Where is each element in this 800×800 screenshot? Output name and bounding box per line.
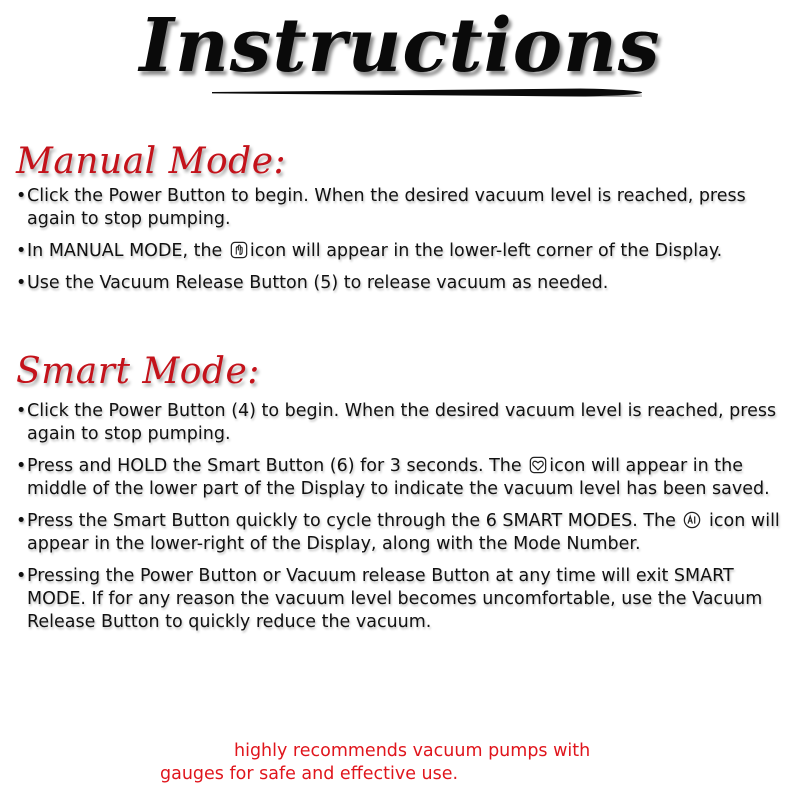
footer-line-2: gauges for safe and effective use. [160,764,459,784]
heart-icon [529,456,547,474]
footer-note [160,740,660,786]
hand-mode-icon [230,241,248,259]
bullet-text-after: icon will appear in the lower-right of the Display, along with the Mode Number. [27,511,780,554]
bullet-text: Click the Power Button to begin. When the desired vacuum level is reached, press again to stop pumping. [27,186,746,229]
bullet-text-before: Press the Smart Button quickly to cycle through the 6 SMART MODES. The [27,511,682,531]
smart-mode-heading: Smart Mode: [16,351,260,392]
manual-mode-list [16,185,792,304]
title-underline [212,88,642,97]
footer-line-1: highly recommends vacuum pumps with [234,741,591,761]
list-item [16,455,792,501]
list-item [16,510,792,556]
ai-icon [683,511,701,529]
list-item [16,272,792,295]
bullet-text: Pressing the Power Button or Vacuum release Button at any time will exit SMART MODE. If for any reason the vacuum level becomes uncomfortable, use the Vacuum Release Button to quickly reduce the vacuum. [27,566,763,632]
bullet-text: Use the Vacuum Release Button (5) to release vacuum as needed. [27,273,609,293]
list-item [16,240,792,263]
bullet-text-before: In MANUAL MODE, the [27,241,228,261]
page-title: Instructions [139,3,661,89]
smart-mode-list [16,400,792,643]
bullet-text: Click the Power Button (4) to begin. When the desired vacuum level is reached, press again to stop pumping. [27,401,777,444]
bullet-text-after: icon will appear in the middle of the lower part of the Display to indicate the vacuum level has been saved. [27,456,770,499]
list-item [16,565,792,634]
list-item [16,185,792,231]
manual-mode-heading: Manual Mode: [16,141,287,182]
list-item [16,400,792,446]
bullet-text-before: Press and HOLD the Smart Button (6) for 3 seconds. The [27,456,528,476]
bullet-text-after: icon will appear in the lower-left corner of the Display. [249,241,723,261]
